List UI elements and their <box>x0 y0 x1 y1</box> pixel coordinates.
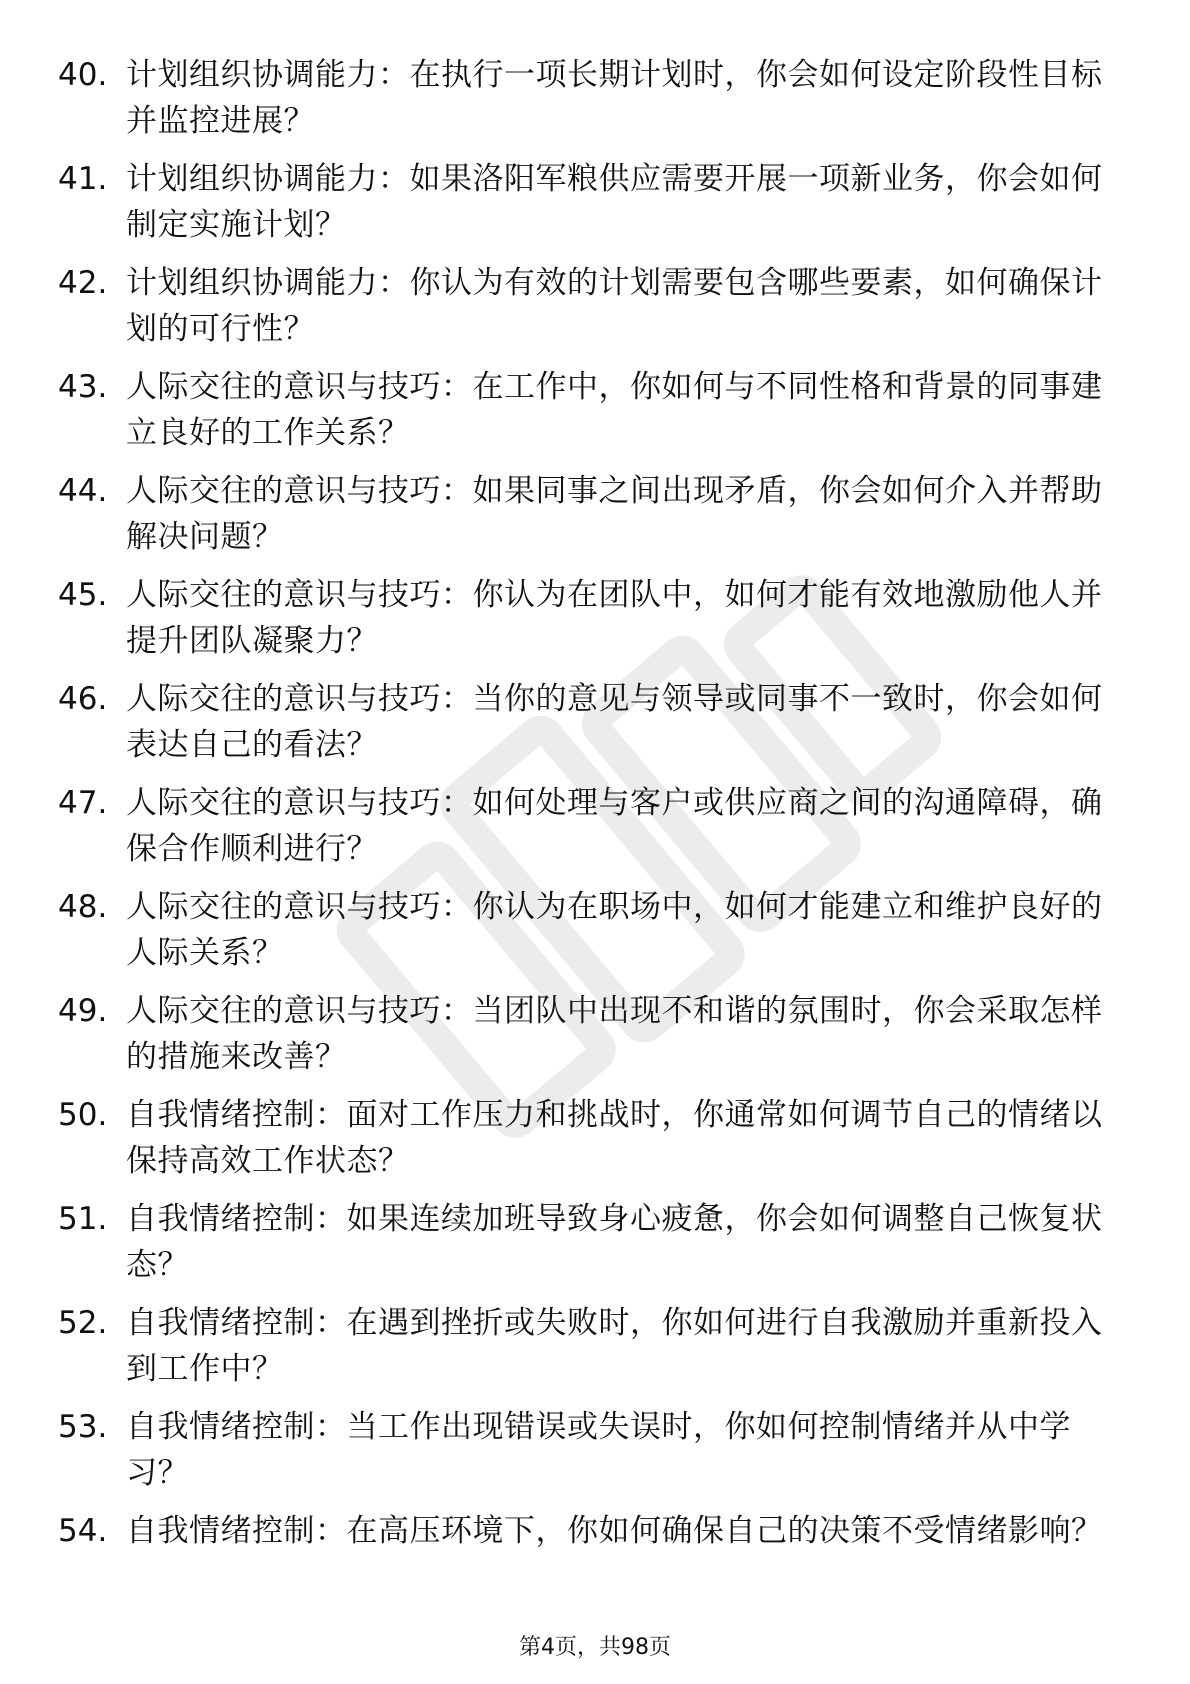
question-text: 计划组织协调能力：在执行一项长期计划时，你会如何设定阶段性目标并监控进展？ <box>126 57 1103 139</box>
question-text: 人际交往的意识与技巧：如果同事之间出现矛盾，你会如何介入并帮助解决问题？ <box>126 473 1103 555</box>
list-item <box>58 884 1118 988</box>
list-item <box>58 364 1118 468</box>
question-number: 40. <box>58 57 108 93</box>
question-text: 自我情绪控制：如果连续加班导致身心疲惫，你会如何调整自己恢复状态？ <box>126 1201 1103 1283</box>
question-text: 自我情绪控制：在高压环境下，你如何确保自己的决策不受情绪影响？ <box>126 1513 1103 1549</box>
list-item <box>58 1092 1118 1196</box>
question-number: 49. <box>58 993 108 1029</box>
question-number: 47. <box>58 785 108 821</box>
question-text: 计划组织协调能力：如果洛阳军粮供应需要开展一项新业务，你会如何制定实施计划？ <box>126 161 1103 243</box>
question-text: 自我情绪控制：在遇到挫折或失败时，你如何进行自我激励并重新投入到工作中？ <box>126 1305 1103 1387</box>
question-text: 人际交往的意识与技巧：在工作中，你如何与不同性格和背景的同事建立良好的工作关系？ <box>126 369 1103 451</box>
question-text: 人际交往的意识与技巧：你认为在职场中，如何才能建立和维护良好的人际关系？ <box>126 889 1103 971</box>
list-item <box>58 572 1118 676</box>
page-footer: 第4页，共98页 <box>519 1635 671 1660</box>
question-text: 人际交往的意识与技巧：如何处理与客户或供应商之间的沟通障碍，确保合作顺利进行？ <box>126 785 1103 867</box>
list-item <box>58 1404 1118 1508</box>
question-text: 人际交往的意识与技巧：当团队中出现不和谐的氛围时，你会采取怎样的措施来改善？ <box>126 993 1103 1075</box>
question-number: 50. <box>58 1097 108 1133</box>
question-text: 计划组织协调能力：你认为有效的计划需要包含哪些要素，如何确保计划的可行性？ <box>126 265 1103 347</box>
list-item <box>58 156 1118 260</box>
question-number: 48. <box>58 889 108 925</box>
list-item <box>58 1196 1118 1300</box>
question-number: 51. <box>58 1201 108 1237</box>
question-number: 54. <box>58 1513 108 1549</box>
list-item <box>58 1508 1118 1612</box>
list-item <box>58 1300 1118 1404</box>
list-item <box>58 988 1118 1092</box>
question-number: 52. <box>58 1305 108 1341</box>
question-text: 人际交往的意识与技巧：你认为在团队中，如何才能有效地激励他人并提升团队凝聚力？ <box>126 577 1103 659</box>
list-item <box>58 676 1118 780</box>
list-item <box>58 780 1118 884</box>
question-number: 43. <box>58 369 108 405</box>
question-text: 人际交往的意识与技巧：当你的意见与领导或同事不一致时，你会如何表达自己的看法？ <box>126 681 1103 763</box>
question-number: 53. <box>58 1409 108 1445</box>
question-number: 46. <box>58 681 108 717</box>
question-number: 42. <box>58 265 108 301</box>
question-text: 自我情绪控制：面对工作压力和挑战时，你通常如何调节自己的情绪以保持高效工作状态？ <box>126 1097 1103 1179</box>
question-number: 45. <box>58 577 108 613</box>
list-item <box>58 260 1118 364</box>
list-item <box>58 52 1118 156</box>
question-text: 自我情绪控制：当工作出现错误或失误时，你如何控制情绪并从中学习？ <box>126 1409 1071 1491</box>
list-item <box>58 468 1118 572</box>
question-number: 41. <box>58 161 108 197</box>
question-number: 44. <box>58 473 108 509</box>
question-list <box>58 52 1118 1612</box>
